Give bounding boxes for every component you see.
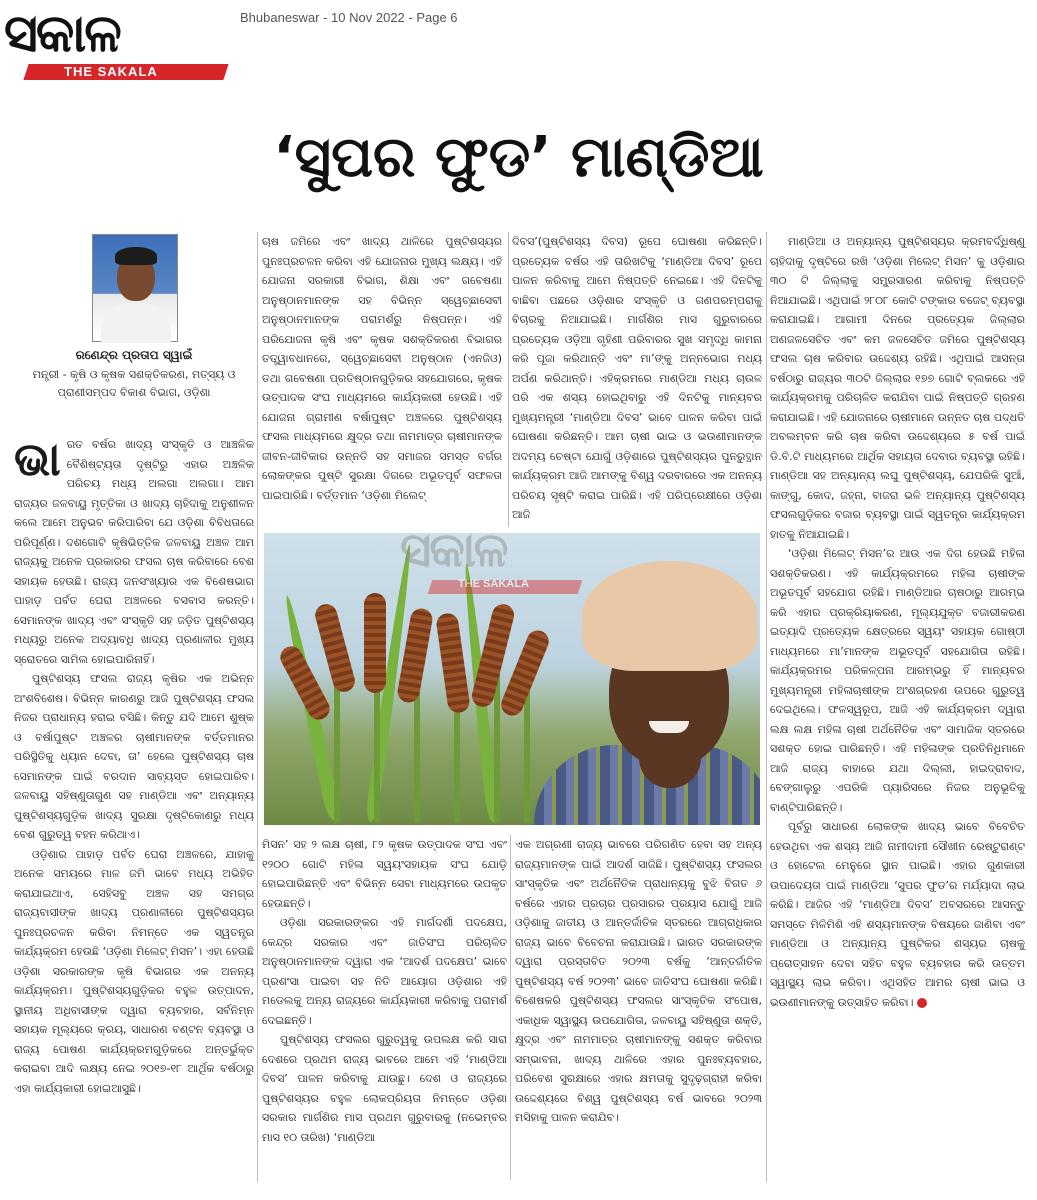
column-rule — [510, 835, 511, 1180]
paragraph: ଓଡ଼ିଶା ସରକାରଙ୍କର ଏହି ମାର୍ଗଦର୍ଶୀ ପଦକ୍ଷେପ, କେନ୍ଦ୍ର ସରକାର ଏବଂ ଜାତିସଂଘ ପରିଚାଳିତ ଅନୁଷ୍ଠାନମାନଙ୍କ ଦ୍ୱାରା ଏକ ‘ଆଦର୍ଶ ପଦକ୍ଷେପ’ ଭାବେ ପ୍ରଶଂସା ପାଇବା ସହ ନିତି ଆୟୋଗ ଓଡ଼ିଶାର ଏହି ମଡେଲକୁ ଅନ୍ୟ ରାଜ୍ୟରେ କାର୍ଯ୍ୟକାରୀ କରିବାକୁ ପରାମର୍ଶ ଦେଇଛନ୍ତି। — [262, 916, 507, 1027]
drop-cap: ଭା — [14, 432, 61, 486]
article-column-4 — [770, 232, 1025, 1177]
paragraph: ମିସନ’ ସହ ୨ ଲକ୍ଷ ଚାଷୀ, ୮୨ କୃଷକ ଉତ୍ପାଦକ ସଂଘ ଏବଂ ୧୨୦୦ ଗୋଟି ମହିଳା ସ୍ୱୟଂସହାୟକ ସଂଘ ଯୋଡ଼ି ହୋଇପାରିଛନ୍ତି ଏବଂ ବିଭିନ୍ନ ସେବା ମାଧ୍ୟମରେ ଉପକୃତ ହେଉଛନ୍ତି। — [262, 838, 507, 910]
article-column-1 — [14, 432, 254, 1185]
watermark-logo: ସକାଳ — [400, 522, 507, 578]
paragraph: ପୁଷ୍ଟିଶସ୍ୟ ଫସଲ ରାଜ୍ୟ କୃଷିର ଏକ ଅଭିନ୍ନ ଅଂଶବିଶେଷ। ବିଭିନ୍ନ କାରଣରୁ ଆଜି ପୁଷ୍ଟିଶସ୍ୟ ଫସଲ ନିଜର ପ୍ରାଧାନ୍ୟ ହରାଇ ବସିଛି। କିନ୍ତୁ ଯଦି ଆମେ ଶୁଷ୍କ ଓ ବର୍ଷାପୁଷ୍ଟ ଅଞ୍ଚଳର ଚାଷୀମାନଙ୍କ ବର୍ତ୍ତମାନର ପରିସ୍ଥିତିକୁ ଧ୍ୟାନ ଦେବା, ତା’ ହେଲେ ପୁଷ୍ଟିଶସ୍ୟ ଚାଷ ସେମାନଙ୍କ ପାଇଁ ବରଦାନ ସାବ୍ୟସ୍ତ ହୋଇପାରିବ। ଜଳବାୟୁ ସହିଷ୍ଣୁତାଗୁଣ ସହ ମାଣ୍ଡିଆ ଏବଂ ଅନ୍ୟାନ୍ୟ ପୁଷ୍ଟିଶସ୍ୟଗୁଡ଼ିକ ଖାଦ୍ୟ ସୁରକ୍ଷା ଦୃଷ୍ଟିକୋଣରୁ ମଧ୍ୟ ବେଶ ଗୁରୁତ୍ୱ ବହନ କରିଥାଏ। — [14, 672, 254, 841]
watermark-subtitle: THE SAKALA — [458, 578, 529, 590]
millet-head — [435, 612, 471, 714]
headline: ‘ସୁପର ଫୁଡ’ ମାଣ୍ଡିଆ — [273, 125, 764, 190]
sakala-logo — [4, 2, 229, 84]
paragraph — [14, 432, 254, 669]
author-name: ରଣେନ୍ଦ୍ର ପ୍ରତାପ ସ୍ୱାଇଁ — [75, 348, 193, 362]
millet-head — [364, 593, 386, 693]
photo-hair — [115, 247, 157, 265]
author-photo — [92, 234, 178, 342]
column-rule — [257, 232, 258, 1182]
end-mark-icon — [917, 998, 927, 1008]
logo-text: ସକାଳ — [4, 4, 120, 64]
column-rule — [766, 232, 767, 1182]
article-column-2-bottom — [262, 835, 507, 1180]
paragraph: ଦିବସ’(ପୁଷ୍ଟିଶସ୍ୟ ଦିବସ) ରୂପେ ଘୋଷଣା କରିଛନ୍ତି। ପ୍ରତ୍ୟେକ ବର୍ଷର ଏହି ତାରିଖଟିକୁ ‘ମାଣ୍ଡିଆ ଦିବସ’ ରୂପେ ପାଳନ କରିବାକୁ ଆମେ ନିଷ୍ପତ୍ତି ନେଇଛେ। ଏହି ଦିନଟିକୁ ବାଛିବା ପଛରେ ଓଡ଼ିଶାର ସଂସ୍କୃତି ଓ ଗଣପରମ୍ପରାକୁ ବିଚାରକୁ ନିଆଯାଇଛି। ମାର୍ଗଶିର ମାସ ଗୁରୁବାରରେ ପ୍ରତ୍ୟେକ ଓଡ଼ିଆ ଗୃହିଣୀ ପରିବାରର ସୁଖ ସମୃଦ୍ଧି କାମନା କରି ପୂଜା କରିଥାନ୍ତି ଏବଂ ମା’ଙ୍କୁ ଅନ୍ନଭୋଗ ମଧ୍ୟ ଅର୍ପଣ କରିଥାନ୍ତି। ଏହିକ୍ରମରେ ମାଣ୍ଡିଆ ମଧ୍ୟ ଚାଉଳ ପରି ଏକ ଶସ୍ୟ ହୋଇଥିବାରୁ ଏହି ଦିନଟିକୁ ମାନ୍ୟବର ମୁଖ୍ୟମନ୍ତ୍ରୀ ‘ମାଣ୍ଡିଆ ଦିବସ’ ଭାବେ ପାଳନ କରିବା ପାଇଁ ଘୋଷଣା କରିଛନ୍ତି। ଆମ ଚାଷୀ ଭାଇ ଓ ଭଉଣୀମାନଙ୍କ ଅଦମ୍ୟ ଚେଷ୍ଟା ଯୋଗୁଁ ଓଡ଼ିଶାରେ ପୁଷ୍ଟିଶସ୍ୟର ପୁନରୁତ୍ଥାନ କାର୍ଯ୍ୟକ୍ରମ ଆଜି ଆମଙ୍କୁ ବିଶ୍ୱ ଦରବାରରେ ଏକ ଅନନ୍ୟ ପରିଚୟ ସୃଷ୍ଟି କରାଇ ପାରିଛି। ଏହି ପରିପ୍ରେକ୍ଷୀରେ ଓଡ଼ିଶା ଆଜି — [512, 235, 762, 521]
author-role: ମନ୍ତ୍ରୀ - କୃଷି ଓ କୃଷକ ସଶକ୍ତିକରଣ, ମତ୍ସ୍ୟ ଓ ପ୍ରାଣୀସମ୍ପଦ ବିକାଶ ବିଭାଗ, ଓଡ଼ିଶା — [32, 368, 236, 399]
logo-subtitle: THE SAKALA — [64, 64, 158, 79]
masthead — [0, 0, 1037, 90]
photo-shirt — [101, 303, 171, 343]
paragraph: ଚାଷ ଜମିରେ ଏବଂ ଖାଦ୍ୟ ଥାଳିରେ ପୁଷ୍ଟିଶସ୍ୟର ପୁନଃପ୍ରଚଳନ କରିବା ଏହି ଯୋଜନାର ମୁଖ୍ୟ ଲକ୍ଷ୍ୟ। ଏହି ଯୋଜନା ସରକାରୀ ବିଭାଗ, ଶିକ୍ଷା ଏବଂ ଗବେଷଣା ଅନୁଷ୍ଠାନମାନଙ୍କ ସହ ବିଭିନ୍ନ ସ୍ୱେଚ୍ଛାସେବୀ ଅନୁଷ୍ଠାନମାନଙ୍କ ପରାମର୍ଶରୁ ନିଷ୍ପନ୍ନ। ଏହି ପରିଯୋଜନା କୃଷି ଏବଂ କୃଷକ ସଶକ୍ତିକରଣ ବିଭାଗର ତତ୍ତ୍ୱାବଧାନରେ, ସ୍ୱେଚ୍ଛାସେବୀ ଅନୁଷ୍ଠାନ (ଏନଜିଓ) ତଥା ଗବେଷଣା ପ୍ରତିଷ୍ଠାନଗୁଡ଼ିକର ସହଯୋଗରେ, କୃଷକ ଉତ୍ପାଦକ ସଂଘ ମାଧ୍ୟମରେ କାର୍ଯ୍ୟକାରୀ ହେଉଛି। ଏହି ଯୋଜନା ଗ୍ରାମୀଣ ବର୍ଷାପୁଷ୍ଟ ଅଞ୍ଚଳରେ ପୁଷ୍ଟିଶସ୍ୟ ଫସଲ ମାଧ୍ୟମରେ କ୍ଷୁଦ୍ର ତଥା ନାମମାତ୍ର ଚାଷୀମାନଙ୍କ ଜୀବନ-ଜୀବିକାର ଉନ୍ନତି ସହ ସମାଜର ସମସ୍ତ ବର୍ଗର ଲୋକଙ୍କର ପୁଷ୍ଟି ସୁରକ୍ଷା ଦିଗରେ ଅଭୂତପୂର୍ବ ସଫଳତା ପାଇପାରିଛି। ବର୍ତ୍ତମାନ ‘ଓଡ଼ିଶା ମିଲେଟ୍ — [262, 235, 502, 502]
paragraph: ମାଣ୍ଡିଆ ଓ ଅନ୍ୟାନ୍ୟ ପୁଷ୍ଟିଶସ୍ୟର କ୍ରମବର୍ଦ୍ଧିଷ୍ଣୁ ଚାହିଦାକୁ ଦୃଷ୍ଟିରେ ରଖି ‘ଓଡ଼ିଶା ମିଲେଟ୍ ମିସନ’ କୁ ଓଡ଼ିଶାର ୩୦ ଟି ଜିଲ୍ଲାକୁ ସମ୍ପ୍ରସାରଣ କରିବାକୁ ନିଷ୍ପତ୍ତି ନିଆଯାଇଛି। ଏଥିପାଇଁ ୨୮୦୮ କୋଟି ଟଙ୍କାର ବଜେଟ୍ ବ୍ୟବସ୍ଥା କରାଯାଇଛି। ଆଗାମୀ ଦିନରେ ପ୍ରତ୍ୟେକ ଜିଲ୍ଲାର ଅଣଜଳସେଚିତ ଏବଂ କମ ଜଳସେଚିତ ଜମିରେ ପୁଷ୍ଟିଶସ୍ୟ ଫସଲ ଚାଷ କରିବାର ଉଦ୍ଦେଶ୍ୟ ରହିଛି। ଏଥିପାଇଁ ଆସନ୍ତା ବର୍ଷଠାରୁ ରାଜ୍ୟର ୩୦ଟି ଜିଲ୍ଲାର ୧୭୭ ଗୋଟି ବ୍ଲକରେ ଏହି କାର୍ଯ୍ୟକ୍ରମକୁ ପରିଚାଳିତ କରାଯିବା ପାଇଁ ନିଷ୍ପତ୍ତି ଗ୍ରହଣ କରାଯାଇଛି। ଏହି ଯୋଜନାରେ ଚାଷୀମାନେ ଉନ୍ନତ ଚାଷ ପଦ୍ଧତି ଅବଲମ୍ବନ କରି ଚାଷ କରିବା ଉଦ୍ଦେଶ୍ୟରେ ୫ ବର୍ଷ ପାଇଁ ଡି.ବି.ଟି ମାଧ୍ୟମରେ ଆର୍ଥିକ ସହାୟତା ଦେବାର ବ୍ୟବସ୍ଥା ରହିଛି। ମାଣ୍ଡିଆ ସହ ଅନ୍ୟାନ୍ୟ ଲଘୁ ପୁଷ୍ଟିଶସ୍ୟ, ଯେପରିକି ସୁଆଁ, କାଙ୍ଗୁ, କୋଦ, ଜହ୍ନା, ବାଜରା ଭଳି ଅନ୍ୟାନ୍ୟ ପୁଷ୍ଟିଶସ୍ୟ ଫସଲଗୁଡ଼ିକର ବଜାର ବ୍ୟବସ୍ଥା ପାଇଁ ସ୍ୱତନ୍ତ୍ର କାର୍ଯ୍ୟକ୍ରମ ହାତକୁ ନିଆଯାଇଛି। — [770, 235, 1025, 541]
column-rule — [508, 232, 509, 527]
farmer-smile — [649, 721, 689, 733]
article-column-3 — [512, 232, 762, 527]
paragraph-text: ପୂର୍ବରୁ ସାଧାରଣ ଲୋକଙ୍କ ଖାଦ୍ୟ ଭାବେ ବିବେଚିତ ହେଉଥିବା ଏକ ଶସ୍ୟ ଆଜି ନାମୀଦାମୀ ସୌଖୀନ ରେଷ୍ଟୁରାଣ୍ଟ ଓ ହୋଟେଲ ମେନୁରେ ସ୍ଥାନ ପାଇଛି। ଏହାର ଗୁଣକାରୀ ଉପାଦେୟତା ପାଇଁ ମାଣ୍ଡିଆ ‘ସୁପର ଫୁଡ’ର ମର୍ଯ୍ୟାଦା ଲାଭ କରିଛି। ଆଜିର ଏହି ‘ମାଣ୍ଡିଆ ଦିବସ’ ଅବସରରେ ଆସନ୍ତୁ ସମସ୍ତେ ମିଳିମିଶି ଏହି ଶସ୍ୟମାନଙ୍କ ବିଷୟରେ ଜାଣିବା ଏବଂ ମାଣ୍ଡିଆ ଓ ଅନ୍ୟାନ୍ୟ ପୁଷ୍ଟିକର ଶସ୍ୟର ଚାଷକୁ ପ୍ରୋତ୍ସାହନ ଦେବା ସହିତ ବହୁଳ ବ୍ୟବହାର କରି ଉତ୍ତମ ସ୍ୱାସ୍ଥ୍ୟ ଲାଭ କରିବା। ଏଥିସହିତ ଆମର ଚାଷୀ ଭାଇ ଓ ଭଉଣୀମାନଙ୍କୁ ଉତ୍ସାହିତ କରିବା। — [770, 820, 1025, 1009]
edition-line: Bhubaneswar - 10 Nov 2022 - Page 6 — [240, 10, 458, 25]
paragraph: ‘ଓଡ଼ିଶା ମିଲେଟ୍ ମିସନ’ର ଆଉ ଏକ ଦିଗ ହେଉଛି ମହିଳା ସଶକ୍ତିକରଣ। ଏହି କାର୍ଯ୍ୟକ୍ରମରେ ମହିଳା ଚାଷୀଙ୍କ ଅଭୂତପୂର୍ବ ସହଯୋଗ ରହିଛି। ମାଣ୍ଡିଆର ଚାଷଠାରୁ ଆରମ୍ଭ କରି ଏହାର ପ୍ରକ୍ରିୟାକରଣ, ମୂଲ୍ୟଯୁକ୍ତ ବଜାରୀକରଣ ଇତ୍ୟାଦି ପ୍ରତ୍ୟେକ କ୍ଷେତ୍ରରେ ସ୍ୱୟଂ ସହାୟକ ଗୋଷ୍ଠୀ ମାଧ୍ୟମରେ ମା’ମାନଙ୍କ ଅଭୂତପୂର୍ବ ସହଯୋଗିତା ରହିଛି। କାର୍ଯ୍ୟକ୍ରମର ପରିକଳ୍ପନା ଆରମ୍ଭରୁ ହିଁ ମାନ୍ୟବର ମୁଖ୍ୟମନ୍ତ୍ରୀ ମହିଳାଚାଷୀଙ୍କ ଅଂଶଗ୍ରହଣ ଉପରେ ଗୁରୁତ୍ୱ ଦେଇଥିଲେ। ଫଳସ୍ୱରୂପ, ଆଜି ଏହି କାର୍ଯ୍ୟକ୍ରମ ଦ୍ୱାରା ଲକ୍ଷ ଲକ୍ଷ ମହିଳା ଚାଷୀ ଅର୍ଥନୈତିକ ଏବଂ ସାମାଜିକ ସ୍ତରରେ ସଶକ୍ତ ହୋଇ ପାରିଛନ୍ତି। ଏହି ମହିଳାଙ୍କ ପ୍ରତିନିଧିମାନେ ଆଜି ରାଜ୍ୟ ବାହାରେ ଯଥା ଦିଲ୍ଲୀ, ହାଇଦ୍ରାବାଦ, ବେଙ୍ଗାଲୁରୁ ଏପରିକି ପ୍ୟାରିସରେ ନିଜର ଅନୁଭୂତିକୁ ବାଣ୍ଟିପାରିଛନ୍ତି। — [770, 547, 1025, 814]
article-column-3-bottom — [515, 835, 762, 1180]
millet-head — [313, 602, 358, 695]
author-block — [14, 232, 254, 412]
paragraph: ଏକ ଅଗ୍ରଣୀ ରାଜ୍ୟ ଭାବରେ ପରିଗଣିତ ହେବା ସହ ଅନ୍ୟ ରାଜ୍ୟମାନଙ୍କ ପାଇଁ ଆଦର୍ଶ ସାଜିଛି। ପୁଷ୍ଟିଶସ୍ୟ ଫସଲର ସାଂସ୍କୃତିକ ଏବଂ ଅର୍ଥନୈତିକ ପ୍ରାଧାନ୍ୟକୁ ବୁଝି ବିଗତ ୬ ବର୍ଷରେ ଏହାର ପ୍ରଚାର ପ୍ରସାରର ପ୍ରୟାସ ଯୋଗୁଁ ଆଜି ଓଡ଼ିଶାକୁ ଜାତୀୟ ଓ ଆନ୍ତର୍ଜାତିକ ସ୍ତରରେ ଆଗ୍ରାଧିକାର ରାଜ୍ୟ ଭାବେ ବିବେଚନା କରାଯାଉଛି। ଭାରତ ସରକାରଙ୍କ ଦ୍ୱାରା ପ୍ରସ୍ତାବିତ ୨୦୨୩ ବର୍ଷକୁ ‘ଆନ୍ତର୍ଜାତିକ ପୁଷ୍ଟିଶସ୍ୟ ବର୍ଷ ୨୦୨୩’ ଭାବେ ଜାତିସଂଘ ଘୋଷଣା କରିଛି। ବିଶେଷକରି ପୁଷ୍ଟିଶସ୍ୟ ଫସଲର ସାଂସ୍କୃତିକ ସଂପୋଷ, ଏକାଧିକ ସ୍ୱାସ୍ଥ୍ୟ ଉପଯୋଗିତା, ଜଳବାୟୁ ସହିଷ୍ଣୁତା ଶକ୍ତି, କ୍ଷୁଦ୍ର ଏବଂ ନାମମାତ୍ର ଚାଷୀମାନଙ୍କୁ ସଶକ୍ତ କରିବାର ସମ୍ଭାବନା, ଖାଦ୍ୟ ଥାଳିରେ ଏହାର ପୁନଃବ୍ୟବହାର, ପରିବେଶ ସୁରକ୍ଷାରେ ଏହାର କ୍ଷମତାକୁ ସୁଦୃଢ଼ଗ୍ରାହୀ କରିବା ଉଦ୍ଦେଶ୍ୟରେ ବିଶ୍ୱ ପୁଷ୍ଟିଶସ୍ୟ ବର୍ଷ ଭାବରେ ୨୦୨୩ ମସିହାକୁ ପାଳନ କରାଯିବ। — [515, 838, 762, 1124]
paragraph: ଓଡ଼ିଶାର ପାହାଡ଼ ପର୍ବତ ଘେରା ଅଞ୍ଚଳରେ, ଯାହାକୁ ଅନେକ ସମୟରେ ମାଳ ଜମି ଭାବେ ମଧ୍ୟ ଅଭିହିତ କରାଯାଇଥାଏ, ସେହିସବୁ ଅଞ୍ଚଳ ସହ ସମଗ୍ର ରାଜ୍ୟବାସୀଙ୍କ ଖାଦ୍ୟ ପ୍ରଣାଳୀରେ ପୁଷ୍ଟିଶସ୍ୟର ପୁନଃପ୍ରଚଳନ କରିବା ନିମନ୍ତେ ଏକ ସ୍ୱତନ୍ତ୍ର କାର୍ଯ୍ୟକ୍ରମ ହେଉଛି ‘ଓଡ଼ିଶା ମିଲେଟ୍ ମିସନ’। ଏହା ହେଉଛି ଓଡ଼ିଶା ସରକାରଙ୍କ କୃଷି ବିଭାଗର ଏକ ଅନନ୍ୟ କାର୍ଯ୍ୟକ୍ରମ। ପୁଷ୍ଟିଶସ୍ୟଗୁଡ଼ିକର ବହୁଳ ଉତ୍ପାଦନ, ସ୍ଥାନୀୟ ଅଧିବାସୀଙ୍କ ଦ୍ୱାରା ବ୍ୟବହାର, ସର୍ବନିମ୍ନ ସହାୟକ ମୂଲ୍ୟରେ କ୍ରୟ, ସାଧାରଣ ବଣ୍ଟନ ବ୍ୟବସ୍ଥା ଓ ରାଜ୍ୟ ପୋଷଣ କାର୍ଯ୍ୟକ୍ରମଗୁଡ଼ିକରେ ଅନ୍ତର୍ଭୁକ୍ତ କରାଇବା ଆଦି ଲକ୍ଷ୍ୟ ନେଇ ୨୦୧୭-୧୮ ଆର୍ଥିକ ବର୍ଷଠାରୁ ଏହା କାର୍ଯ୍ୟକାରୀ ହୋଇଆସୁଛି। — [14, 847, 254, 1095]
article-column-2 — [262, 232, 502, 527]
sakala-watermark — [400, 520, 630, 610]
paragraph — [770, 817, 1025, 1012]
paragraph: ପୁଷ୍ଟିଶସ୍ୟ ଫସଲର ଗୁରୁତ୍ୱକୁ ଉପଲକ୍ଷ କରି ସାରା ଦେଶରେ ପ୍ରଥମ ରାଜ୍ୟ ଭାବରେ ଆମେ ଏହି ‘ମାଣ୍ଡିଆ ଦିବସ’ ପାଳନ କରିବାକୁ ଯାଉଛୁ। ଦେଶ ଓ ରାଜ୍ୟରେ ପୁଷ୍ଟିଶସ୍ୟର ବହୁଳ ଲୋକପ୍ରିୟତା ନିମନ୍ତେ ଓଡ଼ିଶା ସରକାର ମାର୍ଗଶିର ମାସ ପ୍ରଥମ ଗୁରୁବାରକୁ (ନଭେମ୍ବର ମାସ ୧୦ ତାରିଖ) ‘ମାଣ୍ଡିଆ — [262, 1033, 507, 1144]
paragraph-text: ରତ ବର୍ଷର ଖାଦ୍ୟ ସଂସ୍କୃତି ଓ ଆଞ୍ଚଳିକ ବୈଶିଷ୍ଟ୍ୟତା ଦୃଷ୍ଟିରୁ ଏହାର ଅଞ୍ଚଳିକ ପରିଚୟ ମଧ୍ୟ ଅଲଗା ଅଲଗା। ଆମ ରାଜ୍ୟର ଜଳବାୟୁ ମୃତ୍ତିକା ଓ ଖାଦ୍ୟ ଚାହିଦାକୁ ଅନୁଶୀଳନ କଲେ ଆମେ ଅନୁଭବ କରିପାରିବା ଯେ ଓଡ଼ିଶା ବିବିଧତାରେ ପରିପୂର୍ଣ୍ଣ। ଦଶଗୋଟି କୃଷିଭିତ୍ତିକ ଜଳବାୟୁ ଅଞ୍ଚଳ ଆମ ରାଜ୍ୟକୁ ଅନେକ ପ୍ରକାରର ଫସଲ ଚାଷ କରିବାରେ ବେଶ ସହାୟକ ହେଉଛି। ରାଜ୍ୟ ଜନସଂଖ୍ୟାର ଏକ ବିଶେଷଭାଗ ପାହାଡ଼ ପର୍ବତ ଘେରା ଅଞ୍ଚଳରେ ବସବାସ କରନ୍ତି। ସେମାନଙ୍କ ଖାଦ୍ୟ ଏବଂ ସଂସ୍କୃତି ସହ ଜଡ଼ିତ ପୁଷ୍ଟିଶସ୍ୟ ମଧ୍ୟରୁ ଅନେକ ଅଦ୍ୟାବଧି ଖାଦ୍ୟ ପ୍ରଣାଳୀର ମୁଖ୍ୟ ସ୍ରୋତରେ ସାମିଲ ହୋଇପାରିନାହିଁ। — [14, 438, 254, 666]
